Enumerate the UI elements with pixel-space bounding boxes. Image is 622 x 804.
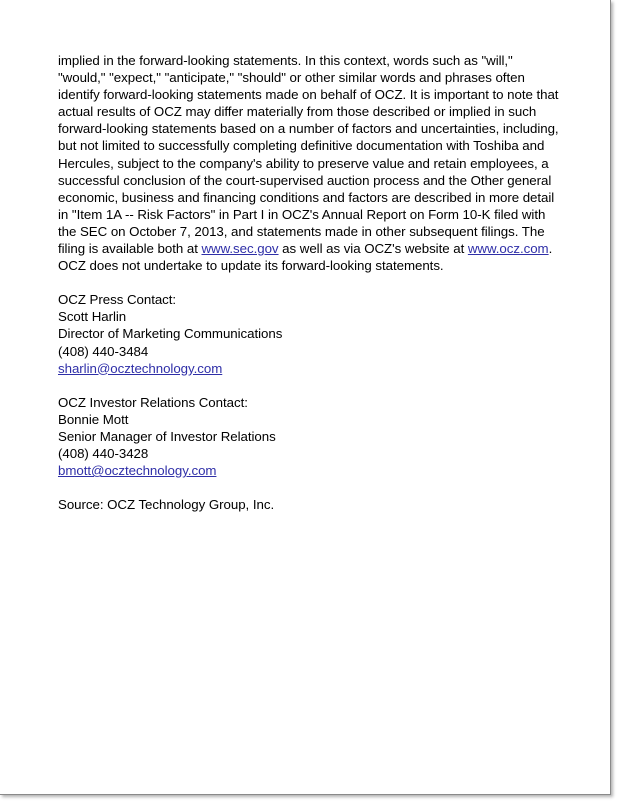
disclaimer-text-part-2: as well as via OCZ's website at bbox=[278, 241, 468, 257]
source-attribution: Source: OCZ Technology Group, Inc. bbox=[58, 497, 275, 513]
press-contact-title: Director of Marketing Communications bbox=[58, 326, 283, 342]
paragraph-spacer bbox=[58, 274, 559, 291]
investor-relations-contact-block bbox=[58, 394, 559, 479]
ocz-com-link[interactable]: www.ocz.com bbox=[467, 241, 549, 257]
press-contact-phone: (408) 440-3484 bbox=[58, 343, 149, 359]
investor-contact-title: Senior Manager of Investor Relations bbox=[58, 428, 276, 444]
disclaimer-text-part-3: . OCZ does not undertake to update its forward-looking statements. bbox=[58, 241, 553, 274]
investor-contact-email-link[interactable]: bmott@ocztechnology.com bbox=[58, 463, 217, 479]
press-contact-email-link[interactable]: sharlin@ocztechnology.com bbox=[58, 360, 223, 376]
press-contact-block bbox=[58, 291, 559, 376]
investor-contact-name: Bonnie Mott bbox=[58, 411, 129, 427]
disclaimer-text-part-1: implied in the forward-looking statements. In this context, words such as "will," "would," "expect," "anticipate," "should" or other similar words and phrases often identify forward-looking statements made on behalf of OCZ. It is important to note that actual results of OCZ may differ materially from those described or implied in such forward-looking statements based on a number of factors and uncertainties, including, but not limited to successfully completing definitive documentation with Toshiba and Hercules, subject to the company's ability to preserve value and retain employees, a successful conclusion of the court-supervised auction process and the Other general economic, business and financing conditions and factors are described in more detail in "Item 1A -- Risk Factors" in Part I in OCZ's Annual Report on Form 10-K filed with the SEC on October 7, 2013, and statements made in other subsequent filings. The filing is available both at bbox=[58, 53, 559, 257]
investor-contact-email-line bbox=[58, 462, 559, 479]
sec-gov-link[interactable]: www.sec.gov bbox=[201, 241, 279, 257]
forward-looking-statements-paragraph bbox=[58, 52, 559, 274]
press-contact-email-line bbox=[58, 360, 559, 377]
document-text-body bbox=[58, 52, 559, 513]
investor-contact-heading: OCZ Investor Relations Contact: bbox=[58, 394, 248, 410]
contact-blocks-spacer bbox=[58, 377, 559, 394]
press-contact-heading: OCZ Press Contact: bbox=[58, 292, 177, 308]
investor-contact-phone: (408) 440-3428 bbox=[58, 445, 149, 461]
source-spacer bbox=[58, 479, 559, 496]
press-contact-name: Scott Harlin bbox=[58, 309, 127, 325]
